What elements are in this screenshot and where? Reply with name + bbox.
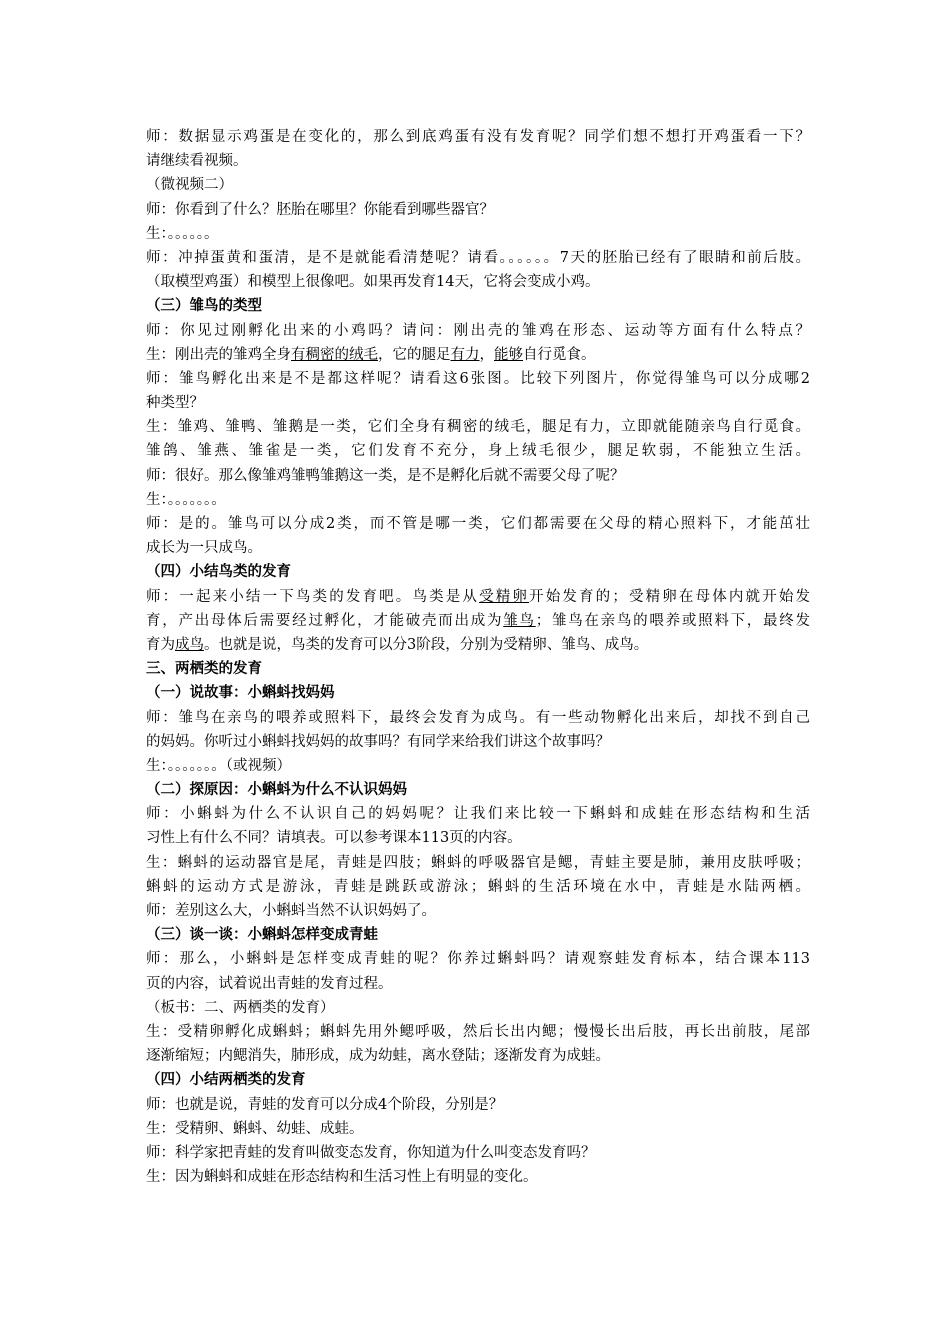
section-heading: （三）雏鸟的类型 bbox=[146, 297, 262, 315]
text-span: ， bbox=[479, 346, 494, 363]
paragraph-line: 师：小蝌蚪为什么不认识自己的妈妈呢？让我们来比较一下蝌蚪和成蛙在形态结构和生活 bbox=[146, 806, 810, 823]
underlined-text: 成鸟 bbox=[175, 636, 204, 653]
paragraph-line bbox=[146, 585, 810, 609]
paragraph-line: 师：你见过刚孵化出来的小鸡吗？请问：刚出壳的雏鸡在形态、运动等方面有什么特点？ bbox=[146, 322, 810, 339]
underlined-text: 有稠密的绒毛 bbox=[291, 346, 378, 363]
paragraph-line: 生：受精卵、蝌蚪、幼蛙、成蛙。 bbox=[146, 1120, 364, 1137]
paragraph-line: 师：雏鸟在亲鸟的喂养或照料下，最终会发育为成鸟。有一些动物孵化出来后，却找不到自己 bbox=[146, 709, 810, 726]
paragraph-line: （取模型鸡蛋）和模型上很像吧。如果再发育14天，它将会变成小鸡。 bbox=[146, 274, 600, 291]
paragraph-line: （微视频二） bbox=[146, 177, 233, 194]
paragraph-line: 生：雏鸡、雏鸭、雏鹅是一类，它们全身有稠密的绒毛，腿足有力，立即就能随亲鸟自行觅食。 bbox=[146, 419, 810, 436]
paragraph-line: 师：科学家把青蛙的发育叫做变态发育，你知道为什么叫变态发育吗？ bbox=[146, 1144, 596, 1161]
text-span: 育为 bbox=[146, 636, 175, 653]
section-heading: （一）说故事：小蝌蚪找妈妈 bbox=[146, 684, 335, 702]
text-span: 育，产出母体后需要经过孵化，才能破壳而出成为 bbox=[146, 612, 504, 629]
underlined-text: 受精卵 bbox=[479, 588, 530, 605]
section-heading: （四）小结两栖类的发育 bbox=[146, 1071, 306, 1089]
paragraph-line: 的妈妈。你听过小蝌蚪找妈妈的故事吗？有同学来给我们讲这个故事吗？ bbox=[146, 733, 610, 750]
paragraph-line: 请继续看视频。 bbox=[146, 153, 248, 170]
text-span: ；雏鸟在亲鸟的喂养或照料下，最终发 bbox=[535, 612, 810, 629]
paragraph-line: 页的内容，试着说出青蛙的发育过程。 bbox=[146, 975, 393, 992]
paragraph-line: 生：。。。。。。。 bbox=[146, 491, 226, 508]
paragraph-line: （板书：二、两栖类的发育） bbox=[146, 999, 335, 1016]
paragraph-line: 蝌蚪的运动方式是游泳，青蛙是跳跃或游泳；蝌蚪的生活环境在水中，青蛙是水陆两栖。 bbox=[146, 878, 810, 895]
section-heading: 三、两栖类的发育 bbox=[146, 660, 262, 678]
text-span: 师：一起来小结一下鸟类的发育吧。鸟类是从 bbox=[146, 588, 480, 605]
underlined-text: 雏鸟 bbox=[503, 612, 536, 629]
section-heading: （四）小结鸟类的发育 bbox=[146, 563, 291, 581]
paragraph-line: 成长为一只成鸟。 bbox=[146, 540, 262, 557]
paragraph-line: 生：。。。。。。。（或视频） bbox=[146, 757, 291, 774]
paragraph-line: 师：很好。那么像雏鸡雏鸭雏鹅这一类，是不是孵化后就不需要父母了呢？ bbox=[146, 467, 625, 484]
paragraph-line: 逐渐缩短；内鳃消失，肺形成，成为幼蛙，离水登陆；逐渐发育为成蛙。 bbox=[146, 1048, 610, 1065]
text-span: ，它的腿足 bbox=[378, 346, 451, 363]
paragraph-line: 生：因为蝌蚪和成蛙在形态结构和生活习性上有明显的变化。 bbox=[146, 1169, 538, 1186]
paragraph-line: 师：冲掉蛋黄和蛋清，是不是就能看清楚呢？请看。。。。。。7天的胚胎已经有了眼睛和前后肢。 bbox=[146, 249, 810, 266]
paragraph-line bbox=[146, 633, 810, 657]
paragraph-line: 师：你看到了什么？胚胎在哪里？你能看到哪些器官？ bbox=[146, 201, 494, 218]
paragraph-line bbox=[146, 343, 810, 367]
text-span: 自行觅食。 bbox=[523, 346, 596, 363]
underlined-text: 有力 bbox=[450, 346, 480, 363]
paragraph-line: 习性上有什么不同？请填表。可以参考课本113页的内容。 bbox=[146, 830, 522, 847]
paragraph-line: 生：。。。。。。 bbox=[146, 225, 219, 242]
text-span: 开始发育的；受精卵在母体内就开始发 bbox=[529, 588, 810, 605]
paragraph-line: 师：是的。雏鸟可以分成2类，而不管是哪一类，它们都需要在父母的精心照料下，才能茁壮 bbox=[146, 516, 810, 532]
paragraph-line bbox=[146, 609, 810, 633]
paragraph-line: 种类型？ bbox=[146, 395, 204, 412]
paragraph-line: 生：受精卵孵化成蝌蚪；蝌蚪先用外鳃呼吸，然后长出内鳃；慢慢长出后肢，再长出前肢，尾部 bbox=[146, 1023, 810, 1040]
paragraph-line: 师：差别这么大，小蝌蚪当然不认识妈妈了。 bbox=[146, 903, 436, 919]
paragraph-line: 师：数据显示鸡蛋是在变化的，那么到底鸡蛋有没有发育呢？同学们想不想打开鸡蛋看一下？ bbox=[146, 129, 810, 145]
document-body bbox=[146, 125, 810, 1189]
paragraph-line: 师：雏鸟孵化出来是不是都这样呢？请看这6张图。比较下列图片，你觉得雏鸟可以分成哪2 bbox=[146, 370, 810, 387]
paragraph-line: 雏鸽、雏燕、雏雀是一类，它们发育不充分，身上绒毛很少，腿足软弱，不能独立生活。 bbox=[146, 443, 810, 460]
underlined-text: 能够 bbox=[494, 346, 523, 363]
paragraph-line: 生：蝌蚪的运动器官是尾，青蛙是四肢；蝌蚪的呼吸器官是鳃，青蛙主要是肺，兼用皮肤呼吸； bbox=[146, 854, 810, 871]
paragraph-line: 师：也就是说，青蛙的发育可以分成4个阶段，分别是？ bbox=[146, 1096, 504, 1113]
section-heading: （二）探原因：小蝌蚪为什么不认识妈妈 bbox=[146, 781, 407, 799]
paragraph-line: 师：那么，小蝌蚪是怎样变成青蛙的呢？你养过蝌蚪吗？请观察蛙发育标本，结合课本113 bbox=[146, 951, 810, 968]
text-span: 生：刚出壳的雏鸡全身 bbox=[146, 346, 291, 363]
text-span: 。也就是说，鸟类的发育可以分3阶段，分别为受精卵、雏鸟、成鸟。 bbox=[204, 636, 649, 653]
section-heading: （三）谈一谈：小蝌蚪怎样变成青蛙 bbox=[146, 926, 378, 944]
